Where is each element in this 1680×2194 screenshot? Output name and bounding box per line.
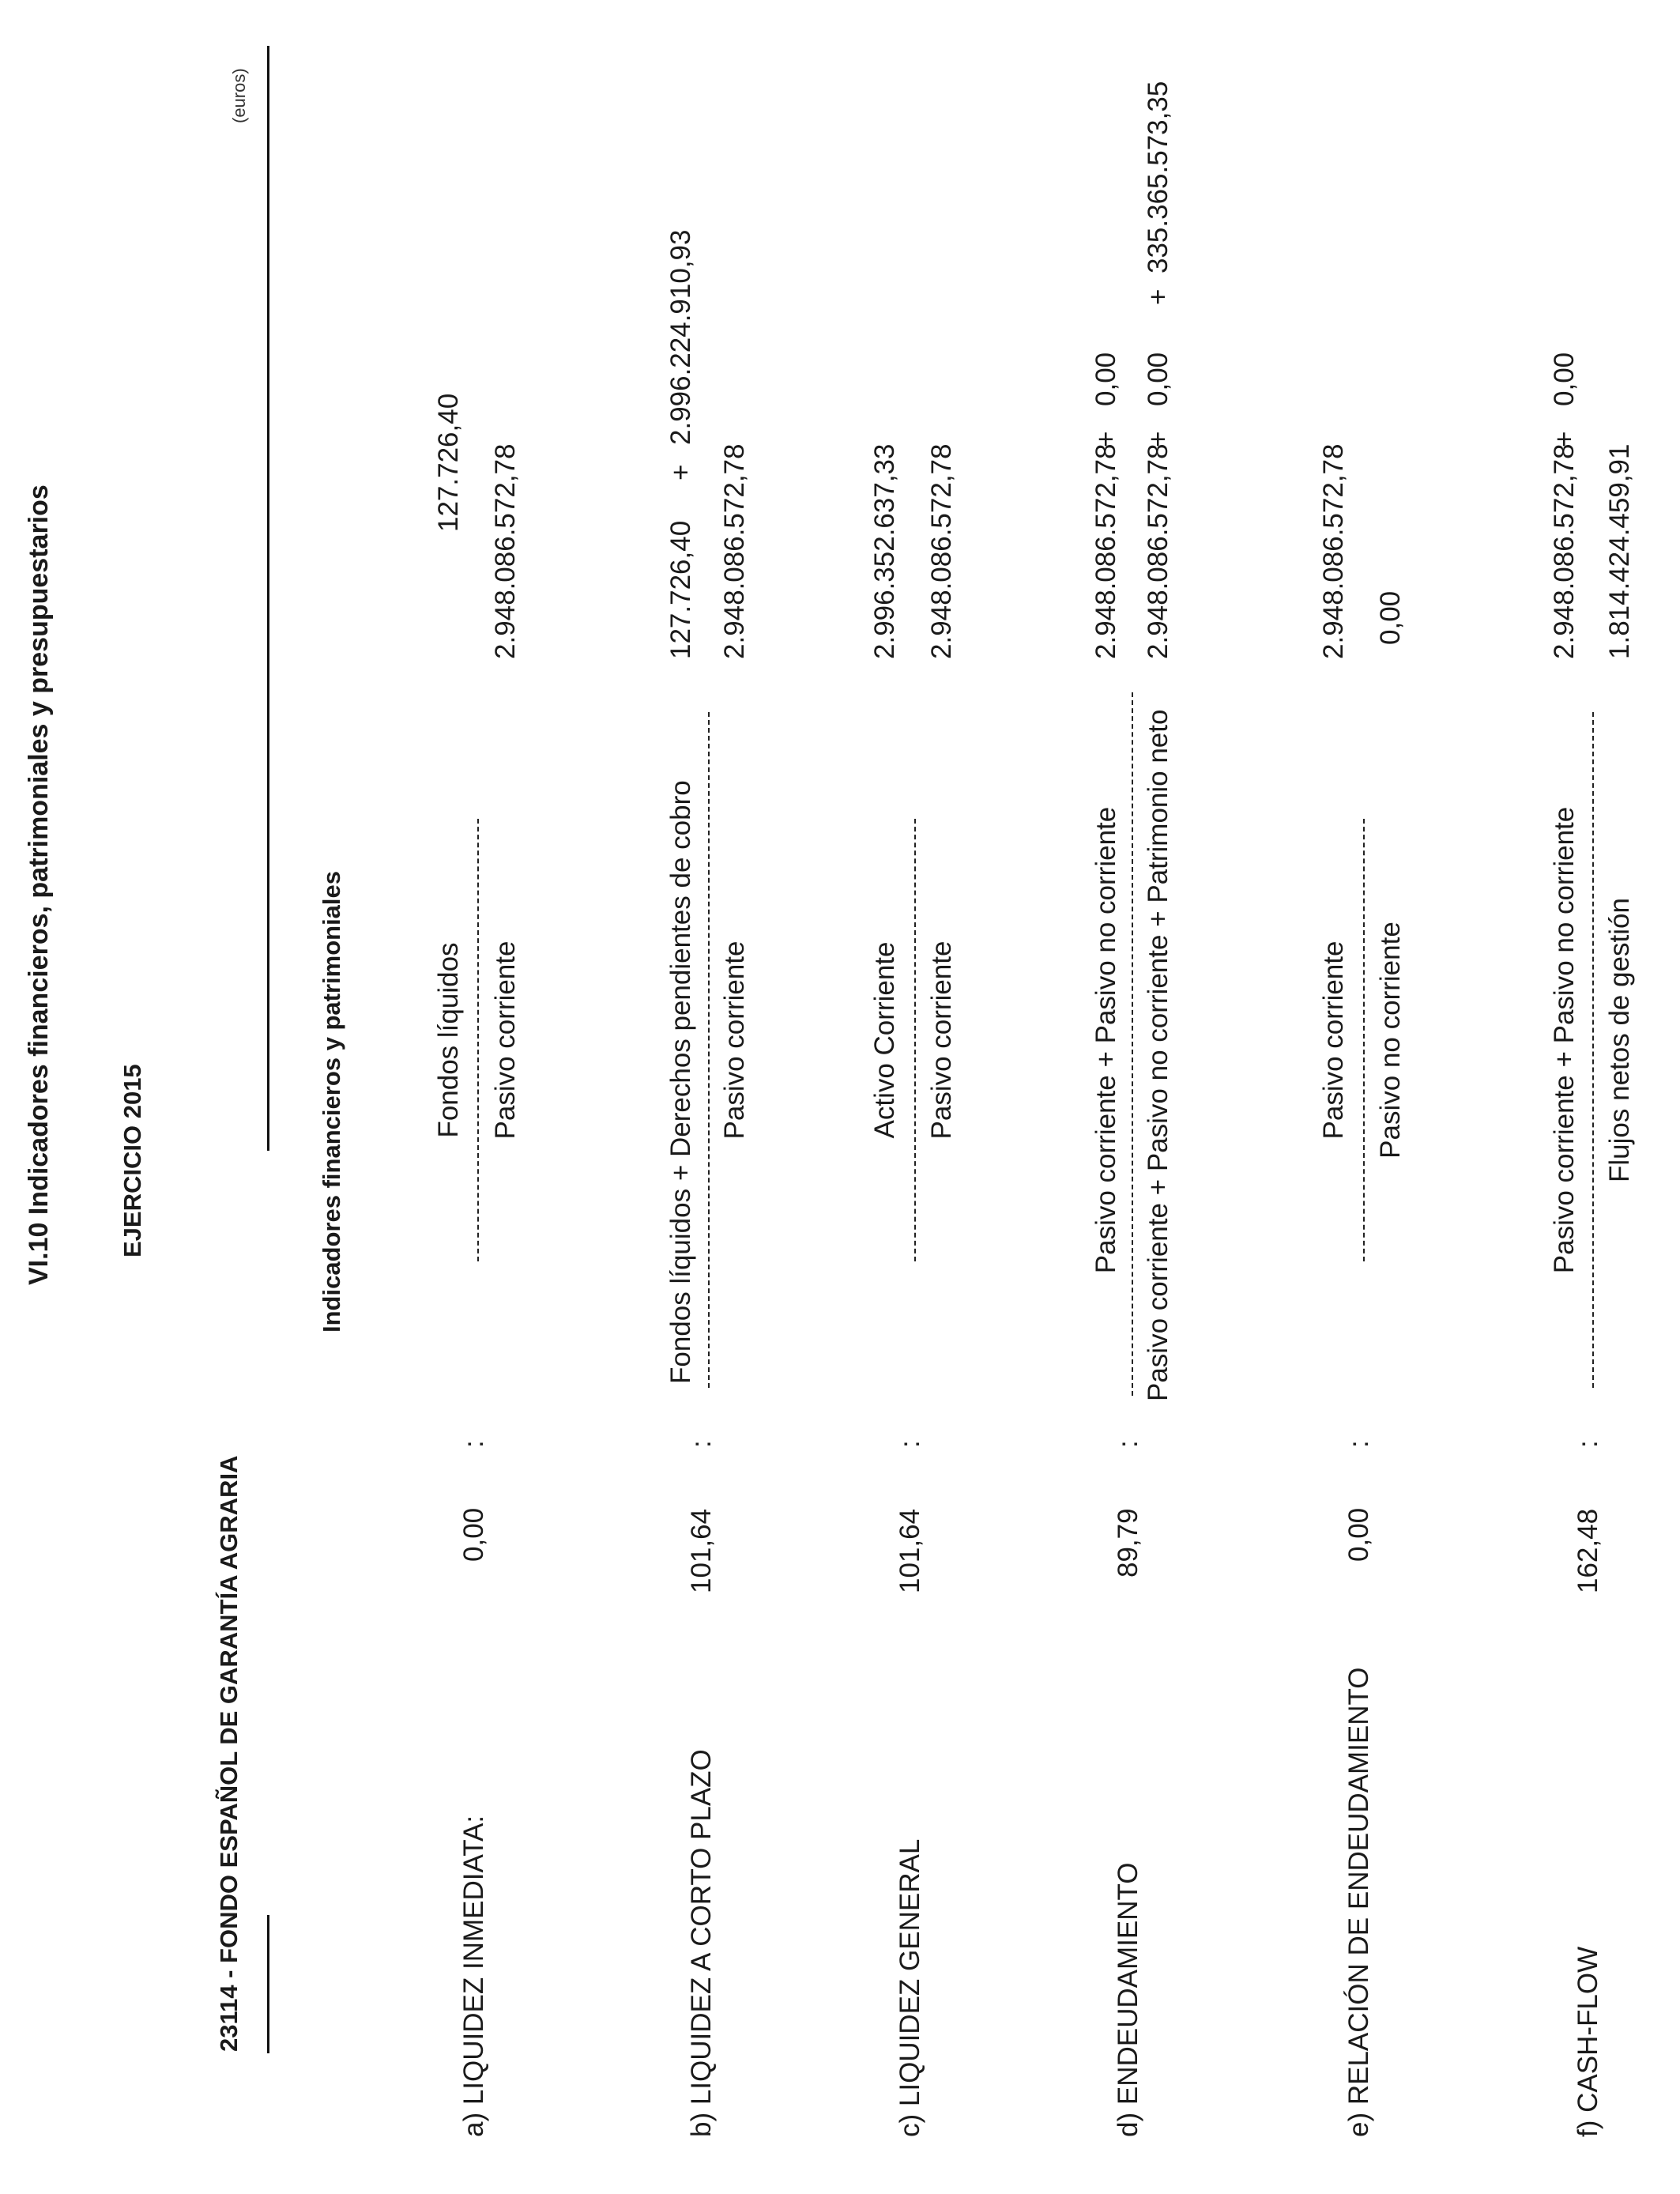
numerator-formula: Pasivo corriente + Pasivo no corriente	[1090, 806, 1121, 1274]
indicator-value: 0,00	[1343, 1507, 1374, 1562]
denominator-formula: Pasivo corriente	[490, 941, 521, 1140]
fraction-line	[1132, 692, 1133, 1396]
numerator-value: 2.948.086.572,78	[1318, 443, 1349, 659]
exercise-year: EJERCICIO 2015	[119, 1064, 146, 1257]
section-subheading: Indicadores financieros y patrimoniales	[318, 870, 345, 1333]
indicator-label: e) RELACIÓN DE ENDEUDAMIENTO	[1343, 1667, 1374, 2137]
plus-sign: +	[1143, 431, 1173, 447]
colon-separator: :	[458, 1440, 489, 1448]
numerator-value: 2.996.352.637,33	[869, 443, 900, 659]
fraction-line	[477, 819, 479, 1261]
fraction-line	[1592, 712, 1594, 1388]
colon-separator: :	[1343, 1440, 1374, 1448]
indicator-value: 0,00	[458, 1507, 489, 1562]
indicator-value: 101,64	[895, 1508, 925, 1593]
numerator-value: 2.948.086.572,78	[1549, 443, 1580, 659]
plus-sign: +	[1090, 431, 1121, 447]
denominator-value: 2.948.086.572,78	[490, 443, 521, 659]
indicator-label: d) ENDEUDAMIENTO	[1113, 1862, 1143, 2137]
colon-separator: :	[686, 1440, 717, 1448]
fraction-line	[708, 712, 710, 1388]
denominator-value: 2.948.086.572,78	[926, 443, 957, 659]
indicator-value: 101,64	[686, 1508, 717, 1593]
indicator-label: b) LIQUIDEZ A CORTO PLAZO	[686, 1749, 717, 2137]
denominator-value: 0,00	[1143, 352, 1173, 406]
numerator-value: 0,00	[1549, 352, 1580, 406]
fraction-line	[1363, 819, 1365, 1261]
denominator-formula: Flujos netos de gestión	[1604, 898, 1635, 1182]
denominator-value: 1.814.424.459,91	[1604, 443, 1635, 659]
denominator-value: 2.948.086.572,78	[1143, 443, 1173, 659]
header-rule-right	[267, 46, 269, 1151]
denominator-value: 335.365.573,35	[1143, 81, 1173, 273]
plus-sign: +	[665, 464, 696, 481]
entity-name: 23114 - FONDO ESPAÑOL DE GARANTÍA AGRARIA	[215, 1455, 243, 2052]
denominator-value: 0,00	[1375, 590, 1406, 645]
colon-separator: :	[895, 1440, 925, 1448]
denominator-value: 2.948.086.572,78	[719, 443, 750, 659]
denominator-formula: Pasivo corriente + Pasivo no corriente + Patrimonio neto	[1143, 709, 1173, 1401]
indicator-label: a) LIQUIDEZ INMEDIATA:	[458, 1815, 489, 2137]
numerator-value: 127.726,40	[665, 520, 696, 659]
indicator-label: f) CASH-FLOW	[1573, 1946, 1603, 2137]
numerator-formula: Fondos líquidos + Derechos pendientes de cobro	[665, 780, 696, 1384]
indicator-value: 89,79	[1113, 1508, 1143, 1578]
page-title: VI.10 Indicadores financieros, patrimoniales y presupuestarios	[24, 484, 54, 1285]
fraction-line	[914, 819, 916, 1261]
numerator-formula: Pasivo corriente	[1318, 941, 1349, 1140]
denominator-formula: Pasivo no corriente	[1375, 922, 1406, 1159]
header-rule-left	[267, 1915, 269, 2053]
numerator-value: 0,00	[1090, 352, 1121, 406]
plus-sign: +	[1549, 431, 1580, 447]
colon-separator: :	[1113, 1440, 1143, 1448]
numerator-value: 127.726,40	[433, 393, 464, 532]
denominator-formula: Pasivo corriente	[719, 941, 750, 1140]
numerator-formula: Activo Corriente	[869, 941, 900, 1139]
numerator-formula: Fondos líquidos	[433, 942, 464, 1138]
denominator-formula: Pasivo corriente	[926, 941, 957, 1140]
unit-label: (euros)	[229, 68, 249, 123]
indicator-value: 162,48	[1573, 1508, 1603, 1593]
colon-separator: :	[1573, 1440, 1603, 1448]
indicator-label: c) LIQUIDEZ GENERAL	[895, 1838, 925, 2137]
plus-sign: +	[1143, 288, 1173, 305]
numerator-value: 2.948.086.572,78	[1090, 443, 1121, 659]
numerator-formula: Pasivo corriente + Pasivo no corriente	[1549, 806, 1580, 1274]
numerator-value: 2.996.224.910,93	[665, 229, 696, 445]
